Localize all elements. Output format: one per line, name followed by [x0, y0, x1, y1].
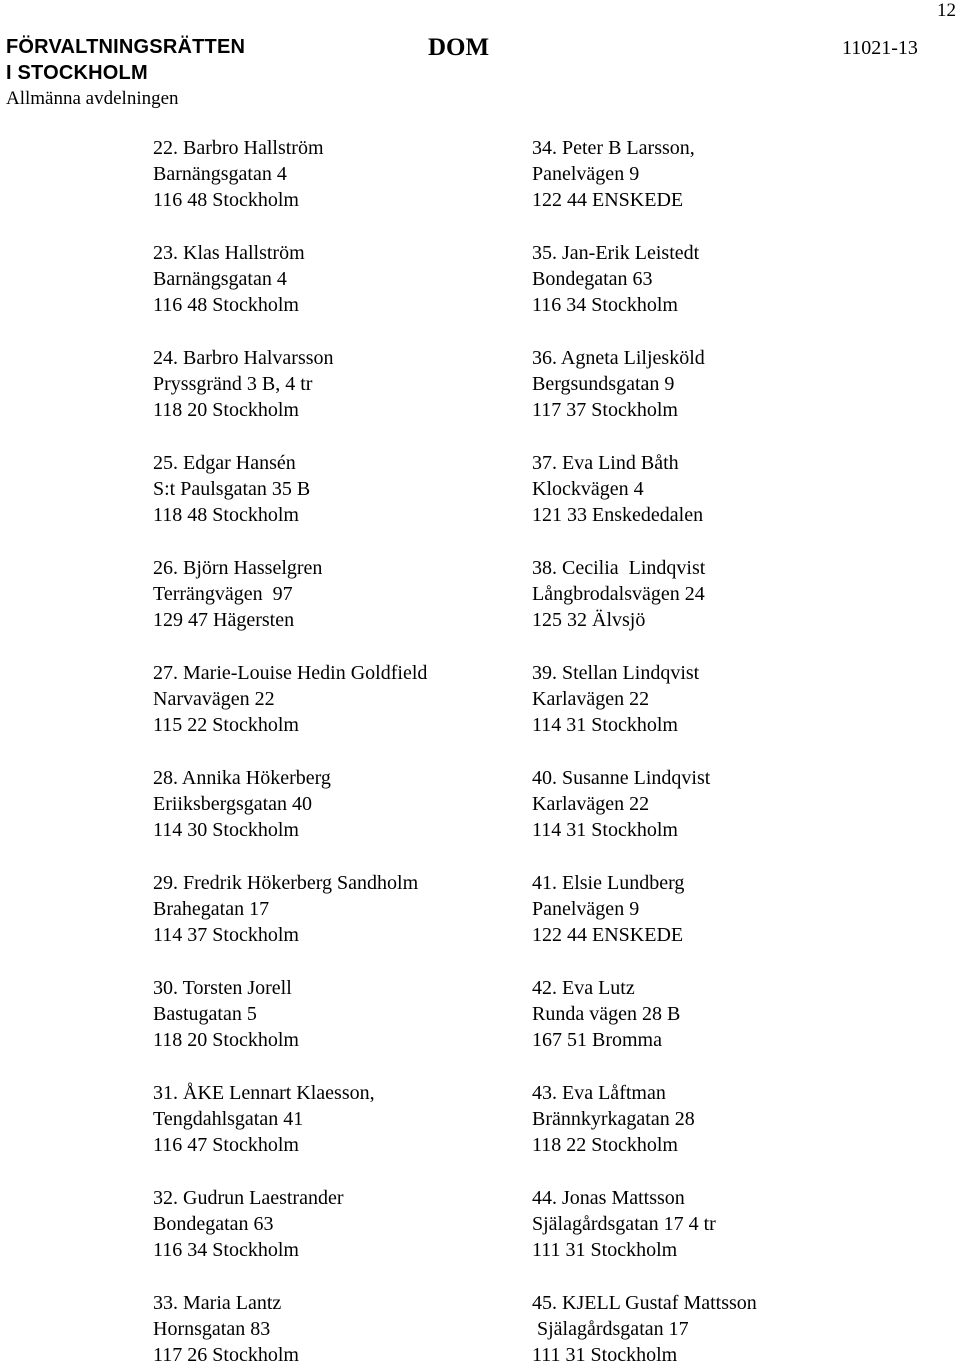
person-name: 34. Peter B Larsson,: [532, 137, 695, 159]
postal-city: 116 34 Stockholm: [532, 294, 678, 317]
postal-city: 118 48 Stockholm: [153, 504, 299, 527]
street-address: Panelvägen 9: [532, 898, 640, 921]
address-entry: [153, 660, 513, 739]
person-name: 33. Maria Lantz: [153, 1291, 282, 1314]
person-name: 42. Eva Lutz: [532, 976, 635, 999]
street-address: Karlavägen 22: [532, 688, 650, 711]
address-entry: [153, 870, 513, 949]
person-name: 28. Annika Hökerberg: [153, 766, 331, 789]
person-name: 45. KJELL Gustaf Mattsson: [532, 1291, 757, 1314]
postal-city: 129 47 Hägersten: [153, 609, 295, 632]
address-entry: [153, 765, 513, 844]
person-name: 26. Björn Hasselgren: [153, 556, 323, 579]
postal-city: 116 48 Stockholm: [153, 189, 299, 212]
street-address: Panelvägen 9: [532, 163, 640, 186]
street-address: Brahegatan 17: [153, 898, 270, 921]
person-name: 36. Agneta Liljesköld: [532, 346, 705, 369]
postal-city: 122 44 ENSKEDE: [532, 189, 684, 212]
address-entry: [532, 1290, 932, 1368]
postal-city: 118 20 Stockholm: [153, 399, 299, 422]
address-entry: [532, 975, 932, 1054]
document-type: DOM: [428, 34, 490, 61]
address-entry: [532, 345, 932, 424]
street-address: Bastugatan 5: [153, 1003, 257, 1026]
street-address: Terrängvägen 97: [153, 583, 293, 606]
address-entry: [532, 765, 932, 844]
person-name: 43. Eva Låftman: [532, 1081, 666, 1104]
street-address: Tengdahlsgatan 41: [153, 1108, 304, 1131]
person-name: 37. Eva Lind Båth: [532, 451, 679, 474]
person-name: 25. Edgar Hansén: [153, 451, 296, 474]
postal-city: 121 33 Enskededalen: [532, 504, 704, 527]
address-entry: [532, 555, 932, 634]
address-entry: [532, 1080, 932, 1159]
court-name-line2: I STOCKHOLM: [6, 62, 148, 84]
postal-city: 118 22 Stockholm: [532, 1134, 678, 1157]
postal-city: 114 37 Stockholm: [153, 924, 299, 947]
person-name: 22. Barbro Hallström: [153, 137, 324, 159]
address-entry: [153, 975, 513, 1054]
postal-city: 122 44 ENSKEDE: [532, 924, 684, 947]
street-address: Karlavägen 22: [532, 793, 650, 816]
street-address: Bondegatan 63: [532, 268, 653, 291]
street-address: Barnängsgatan 4: [153, 268, 287, 291]
person-name: 32. Gudrun Laestrander: [153, 1186, 344, 1209]
postal-city: 125 32 Älvsjö: [532, 609, 646, 632]
left-address-column: [153, 135, 513, 1368]
court-name-line1: FÖRVALTNINGSRÄTTEN: [6, 36, 246, 58]
address-entry: [532, 450, 932, 529]
address-entry: [532, 870, 932, 949]
postal-city: 117 26 Stockholm: [153, 1344, 299, 1367]
person-name: 41. Elsie Lundberg: [532, 871, 685, 894]
postal-city: 117 37 Stockholm: [532, 399, 678, 422]
street-address: Pryssgränd 3 B, 4 tr: [153, 373, 313, 396]
postal-city: 114 31 Stockholm: [532, 714, 678, 737]
right-address-column: [532, 135, 932, 1368]
person-name: 35. Jan-Erik Leistedt: [532, 241, 700, 264]
postal-city: 114 30 Stockholm: [153, 819, 299, 842]
person-name: 29. Fredrik Hökerberg Sandholm: [153, 871, 419, 894]
address-entry: [153, 240, 513, 319]
person-name: 24. Barbro Halvarsson: [153, 346, 334, 369]
postal-city: 116 48 Stockholm: [153, 294, 299, 317]
postal-city: 111 31 Stockholm: [532, 1239, 678, 1262]
person-name: 27. Marie-Louise Hedin Goldfield: [153, 661, 428, 684]
address-entry: [532, 660, 932, 739]
court-header: [6, 34, 245, 112]
address-entry: [153, 450, 513, 529]
street-address: Bergsundsgatan 9: [532, 373, 675, 396]
postal-city: 114 31 Stockholm: [532, 819, 678, 842]
address-entry: [532, 240, 932, 319]
street-address: Runda vägen 28 B: [532, 1003, 681, 1026]
case-number: 11021-13: [842, 37, 918, 59]
address-entry: [153, 345, 513, 424]
address-entry: [153, 1185, 513, 1264]
person-name: 31. ÅKE Lennart Klaesson,: [153, 1081, 375, 1104]
street-address: Barnängsgatan 4: [153, 163, 287, 186]
address-entry: [153, 555, 513, 634]
person-name: 30. Torsten Jorell: [153, 976, 292, 999]
person-name: 39. Stellan Lindqvist: [532, 661, 700, 684]
address-entry: [153, 1080, 513, 1159]
person-name: 44. Jonas Mattsson: [532, 1186, 685, 1209]
postal-city: 116 47 Stockholm: [153, 1134, 299, 1157]
street-address: Själagårdsgatan 17: [532, 1318, 689, 1341]
person-name: 40. Susanne Lindqvist: [532, 766, 711, 789]
postal-city: 115 22 Stockholm: [153, 714, 299, 737]
street-address: Eriiksbergsgatan 40: [153, 793, 313, 816]
street-address: Hornsgatan 83: [153, 1318, 271, 1341]
person-name: 23. Klas Hallström: [153, 241, 305, 264]
department-name: Allmänna avdelningen: [6, 88, 179, 109]
street-address: Långbrodalsvägen 24: [532, 583, 705, 606]
street-address: Narvavägen 22: [153, 688, 275, 711]
street-address: Själagårdsgatan 17 4 tr: [532, 1213, 716, 1236]
postal-city: 167 51 Bromma: [532, 1029, 662, 1052]
street-address: Brännkyrkagatan 28: [532, 1108, 695, 1131]
address-entry: [153, 1290, 513, 1368]
person-name: 38. Cecilia Lindqvist: [532, 556, 706, 579]
street-address: S:t Paulsgatan 35 B: [153, 478, 311, 501]
street-address: Klockvägen 4: [532, 478, 644, 501]
postal-city: 111 31 Stockholm: [532, 1344, 678, 1367]
street-address: Bondegatan 63: [153, 1213, 274, 1236]
postal-city: 118 20 Stockholm: [153, 1029, 299, 1052]
postal-city: 116 34 Stockholm: [153, 1239, 299, 1262]
address-entry: [532, 135, 932, 214]
address-entry: [153, 135, 513, 214]
page-number: 12: [937, 0, 956, 21]
address-entry: [532, 1185, 932, 1264]
